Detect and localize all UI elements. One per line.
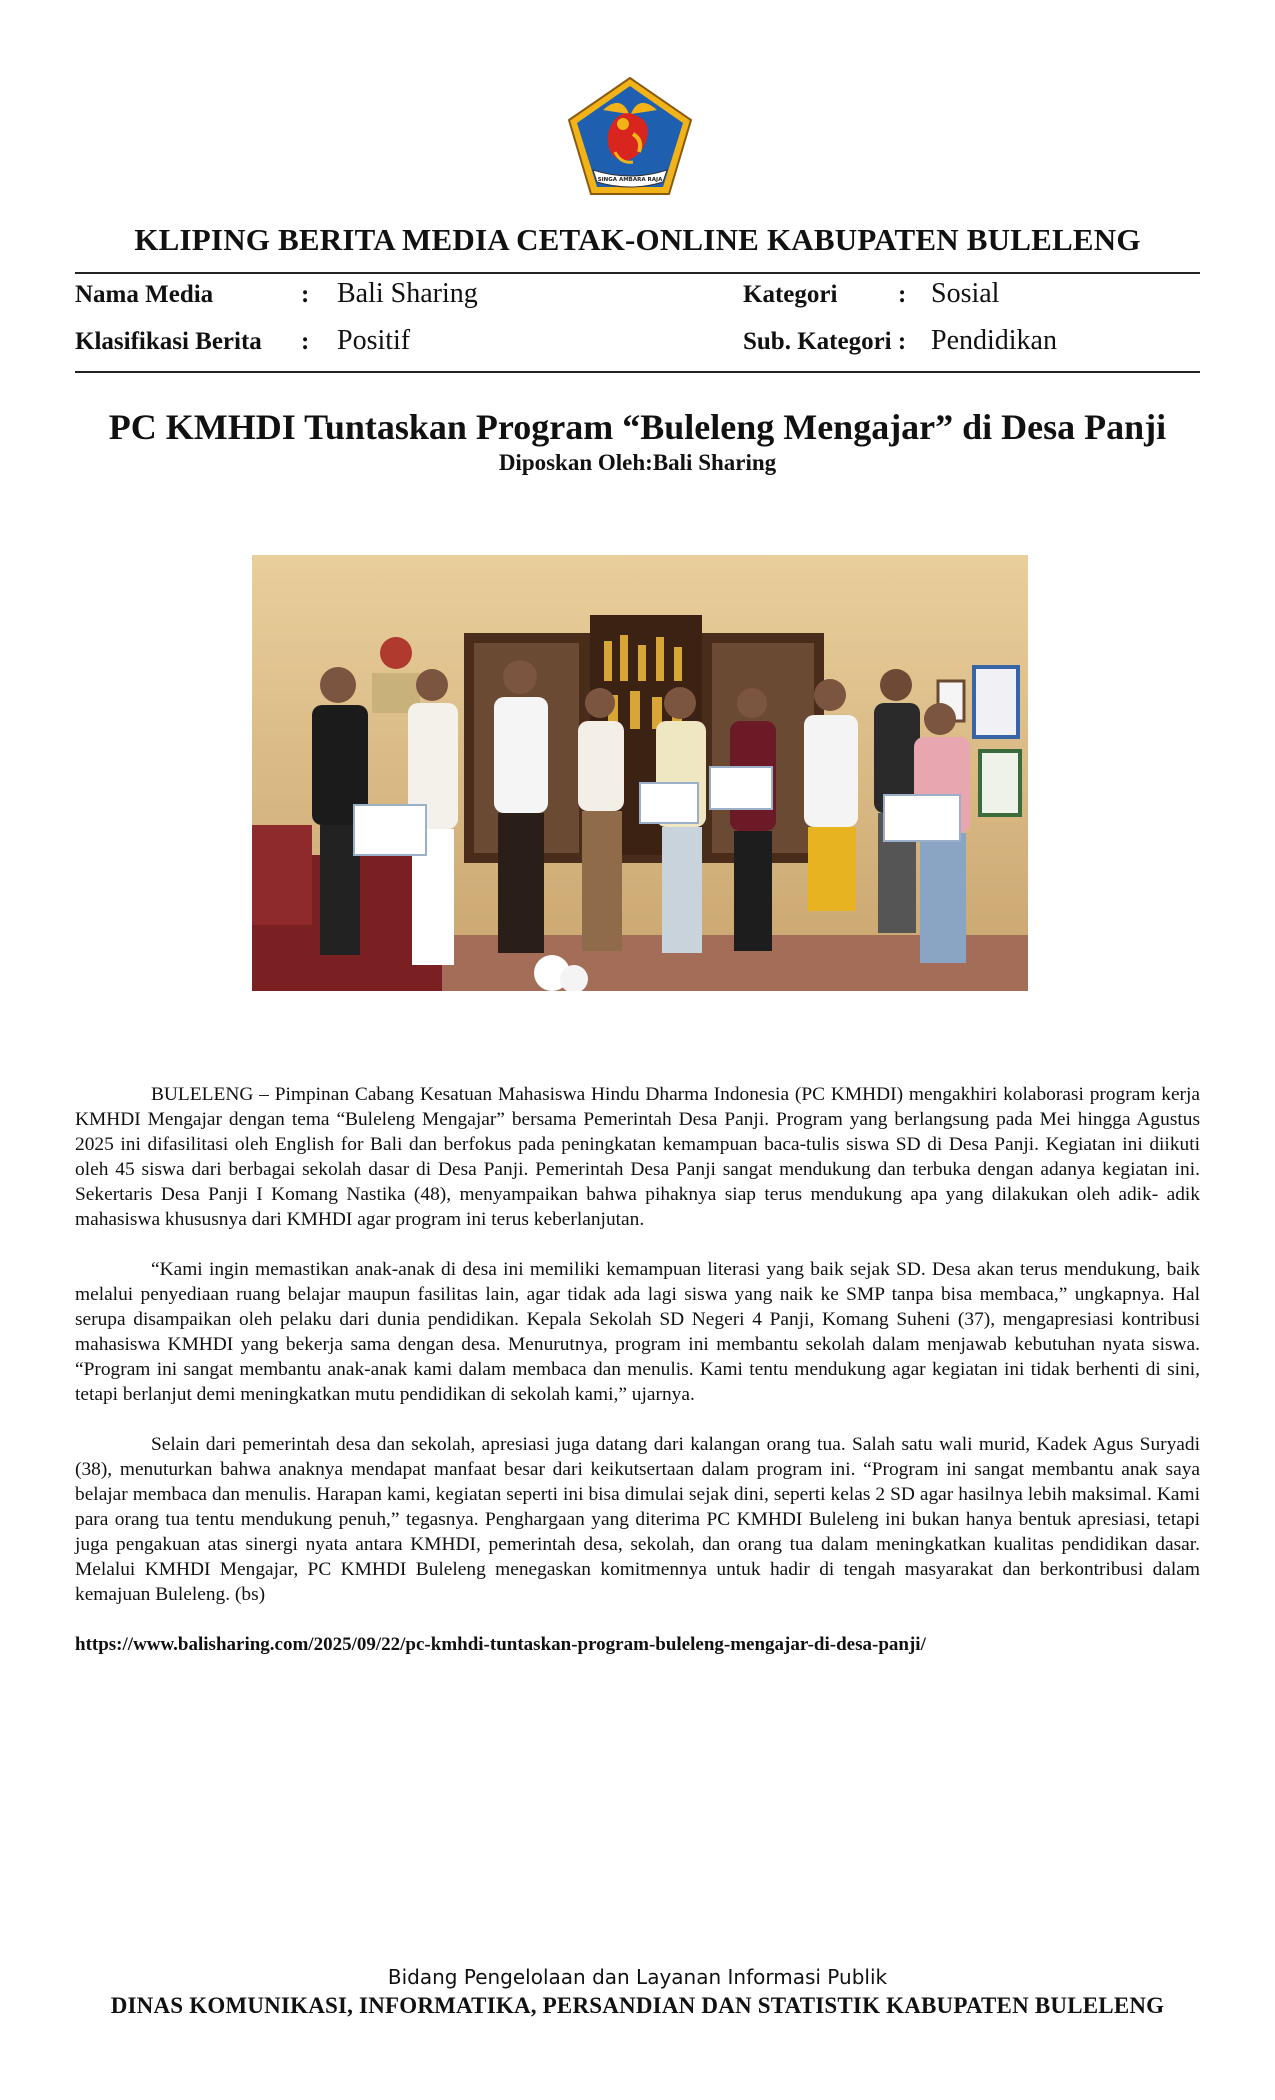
article-paragraph-text: “Kami ingin memastikan anak-anak di desa ini memiliki kemampuan literasi yang baik sejak SD. Desa akan terus mendukung, baik melalui penyediaan ruang belajar maupun fasilitas lain, agar tidak ada lagi siswa yang naik ke SMP tanpa bisa membaca,” ungkapnya. Hal serupa disampaikan oleh pelaku dari dunia pendidikan. Kepala Sekolah SD Negeri 4 Panji, Komang Suheni (37), mengapresiasi kontribusi mahasiswa KMHDI yang bekerja sama dengan desa. Menurutnya, program ini membantu sekolah dalam menjawab kebutuhan nyata siswa. “Program ini sangat membantu anak-anak kami dalam membaca dan menulis. Kami tentu mendukung agar kegiatan ini tidak berhenti di sini, tetapi berlanjut demi meningkatkan mutu pendidikan di sekolah kami,” ujarnya.	[75, 1259, 1200, 1405]
header-divider-bottom	[75, 371, 1200, 373]
classification-value: Positif	[337, 325, 411, 356]
article-paragraph	[75, 1257, 1200, 1407]
article-title: PC KMHDI Tuntaskan Program “Buleleng Mengajar” di Desa Panji	[108, 407, 1167, 447]
footer-title: DINAS KOMUNIKASI, INFORMATIKA, PERSANDIAN DAN STATISTIK KABUPATEN BULELENG	[110, 1993, 1165, 2018]
article-paragraph-text: Selain dari pemerintah desa dan sekolah, apresiasi juga datang dari kalangan orang tua. Salah satu wali murid, Kadek Agus Suryadi (38), menuturkan bahwa anaknya mendapat manfaat besar dari keikutsertaan dalam program ini. “Program ini sangat membantu anak saya belajar membaca dan menulis. Harapan kami, kegiatan seperti ini bisa dimulai sejak dini, seperti kelas 2 SD agar hasilnya lebih maksimal. Kami para orang tua tentu mendukung penuh,” tegasnya. Penghargaan yang diterima PC KMHDI Buleleng ini bukan hanya bentuk apresiasi, tetapi juga pengakuan atas sinergi nyata antara KMHDI, pemerintah desa, sekolah, dan orang tua dalam meningkatkan kualitas pendidikan dasar. Melalui KMHDI Mengajar, PC KMHDI Buleleng menegaskan komitmennya untuk hadir di tengah masyarakat dan berkontribusi dalam kemajuan Buleleng. (bs)	[75, 1434, 1200, 1605]
category-label: Kategori	[743, 281, 838, 308]
emblem-motto: SINGA AMBARA RAJA	[597, 177, 663, 183]
media-name-value: Bali Sharing	[337, 278, 478, 309]
footer-subtitle: Bidang Pengelolaan dan Layanan Informasi Publik	[387, 1965, 888, 1989]
header-divider-top	[75, 272, 1200, 274]
group-photo-icon	[252, 555, 1028, 991]
article-paragraph	[75, 1432, 1200, 1607]
article-byline: Diposkan Oleh:Bali Sharing	[498, 450, 777, 475]
source-url-link[interactable]: https://www.balisharing.com/2025/09/22/pc-kmhdi-tuntaskan-program-buleleng-mengajar-di-desa-panji/	[75, 1634, 926, 1655]
singa-ambara-raja-emblem-icon	[563, 74, 697, 200]
media-name-colon: :	[301, 281, 310, 308]
category-value: Sosial	[931, 278, 1000, 309]
category-colon: :	[898, 281, 907, 308]
subcategory-label: Sub. Kategori :	[743, 328, 907, 355]
classification-colon: :	[301, 328, 310, 355]
media-name-label: Nama Media	[75, 281, 214, 308]
article-paragraph-text: BULELENG – Pimpinan Cabang Kesatuan Mahasiswa Hindu Dharma Indonesia (PC KMHDI) mengakhiri kolaborasi program kerja KMHDI Mengajar dengan tema “Buleleng Mengajar” bersama Pemerintah Desa Panji. Program yang berlangsung pada Mei hingga Agustus 2025 ini difasilitasi oleh English for Bali dan berfokus pada peningkatan kemampuan baca-tulis siswa SD di Desa Panji. Kegiatan ini diikuti oleh 45 siswa dari berbagai sekolah dasar di Desa Panji. Pemerintah Desa Panji sangat mendukung dan terbuka dengan adanya kegiatan ini. Sekertaris Desa Panji I Komang Nastika (48), menyampaikan bahwa pihaknya siap terus mendukung apa yang dilakukan oleh adik- adik mahasiswa khususnya dari KMHDI agar program ini terus keberlanjutan.	[75, 1084, 1200, 1230]
classification-label: Klasifikasi Berita	[75, 328, 262, 355]
article-paragraph	[75, 1082, 1200, 1232]
subcategory-value: Pendidikan	[931, 325, 1057, 356]
clipping-header-title: KLIPING BERITA MEDIA CETAK-ONLINE KABUPATEN BULELENG	[134, 222, 1141, 257]
